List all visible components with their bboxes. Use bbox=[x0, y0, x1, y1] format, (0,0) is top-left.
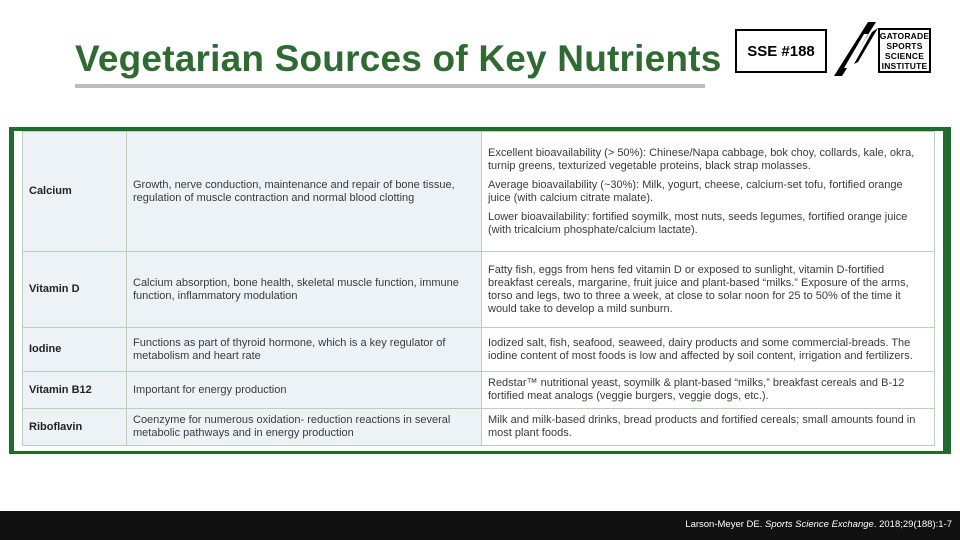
nutrient-sources bbox=[482, 132, 935, 252]
logo-line: SCIENCE bbox=[884, 50, 925, 61]
slide-title: Vegetarian Sources of Key Nutrients bbox=[75, 38, 722, 79]
nutrient-name: Iodine bbox=[23, 328, 127, 372]
nutrient-function: Calcium absorption, bone health, skeletal muscle function, immune function, inflammatory modulation bbox=[127, 252, 482, 328]
nutrient-name: Calcium bbox=[23, 132, 127, 252]
gssi-wordmark bbox=[878, 28, 931, 73]
nutrient-sources bbox=[482, 372, 935, 409]
nutrient-function: Growth, nerve conduction, maintenance and repair of bone tissue, regulation of muscle contraction and normal blood clotting bbox=[127, 132, 482, 252]
table-frame-inner bbox=[14, 131, 943, 451]
source-text: Excellent bioavailability (> 50%): Chinese/Napa cabbage, bok choy, collards, kale, okra, turnip greens, texturized vegetable proteins, black strap molasses. bbox=[488, 146, 915, 172]
source-text: Fatty fish, eggs from hens fed vitamin D or exposed to sunlight, vitamin D-fortified breakfast cereals, margarine, fruit juice and plant-based “milks.” Exposure of the arms, torso and legs, two to three a week, at close to solar noon for 25 to 50% of the time it would take to develop a mild sunburn. bbox=[488, 263, 909, 315]
table-row bbox=[23, 132, 935, 252]
table-frame bbox=[9, 127, 951, 454]
citation bbox=[685, 519, 952, 530]
nutrients-table bbox=[22, 131, 935, 446]
table-row bbox=[23, 252, 935, 328]
table-row bbox=[23, 372, 935, 409]
table-row bbox=[23, 328, 935, 372]
gatorade-logo bbox=[828, 20, 936, 78]
bolt-icon bbox=[828, 20, 880, 78]
table-row bbox=[23, 409, 935, 446]
nutrient-sources bbox=[482, 252, 935, 328]
citation-authors: Larson-Meyer DE. bbox=[685, 519, 766, 530]
sse-badge-label: SSE #188 bbox=[747, 42, 815, 60]
logo-line: INSTITUTE bbox=[881, 60, 928, 71]
source-text: Lower bioavailability: fortified soymilk, most nuts, seeds legumes, fortified orange juice (with tricalcium phosphate/calcium lactate). bbox=[488, 210, 908, 236]
nutrient-name: Vitamin B12 bbox=[23, 372, 127, 409]
logo-line: SPORTS bbox=[886, 40, 923, 51]
citation-journal: Sports Science Exchange bbox=[765, 519, 874, 530]
nutrient-function: Functions as part of thyroid hormone, which is a key regulator of metabolism and heart rate bbox=[127, 328, 482, 372]
nutrient-name: Riboflavin bbox=[23, 409, 127, 446]
source-text: Redstar™ nutritional yeast, soymilk & plant-based “milks,” breakfast cereals and B-12 fortified meat analogs (veggie burgers, veggie dogs, etc.). bbox=[488, 377, 905, 402]
sse-badge bbox=[735, 29, 827, 73]
nutrient-function: Important for energy production bbox=[127, 372, 482, 409]
logo-line: GATORADE bbox=[879, 30, 930, 41]
source-text: Average bioavailability (~30%): Milk, yogurt, cheese, calcium-set tofu, fortified orange juice (with calcium citrate malate). bbox=[488, 178, 903, 204]
footer-bar bbox=[0, 511, 960, 540]
nutrient-function: Coenzyme for numerous oxidation- reduction reactions in several metabolic pathways and in energy production bbox=[127, 409, 482, 446]
nutrient-sources bbox=[482, 328, 935, 372]
citation-details: . 2018;29(188):1-7 bbox=[873, 519, 952, 530]
source-text: Milk and milk-based drinks, bread products and fortified cereals; small amounts found in most plant foods. bbox=[488, 414, 916, 439]
nutrient-name: Vitamin D bbox=[23, 252, 127, 328]
nutrient-sources bbox=[482, 409, 935, 446]
title-underline bbox=[75, 84, 705, 88]
source-text: Iodized salt, fish, seafood, seaweed, dairy products and some commercial-breads. The iodine content of most foods is low and affected by soil content, irrigation and fertilizers. bbox=[488, 336, 913, 362]
